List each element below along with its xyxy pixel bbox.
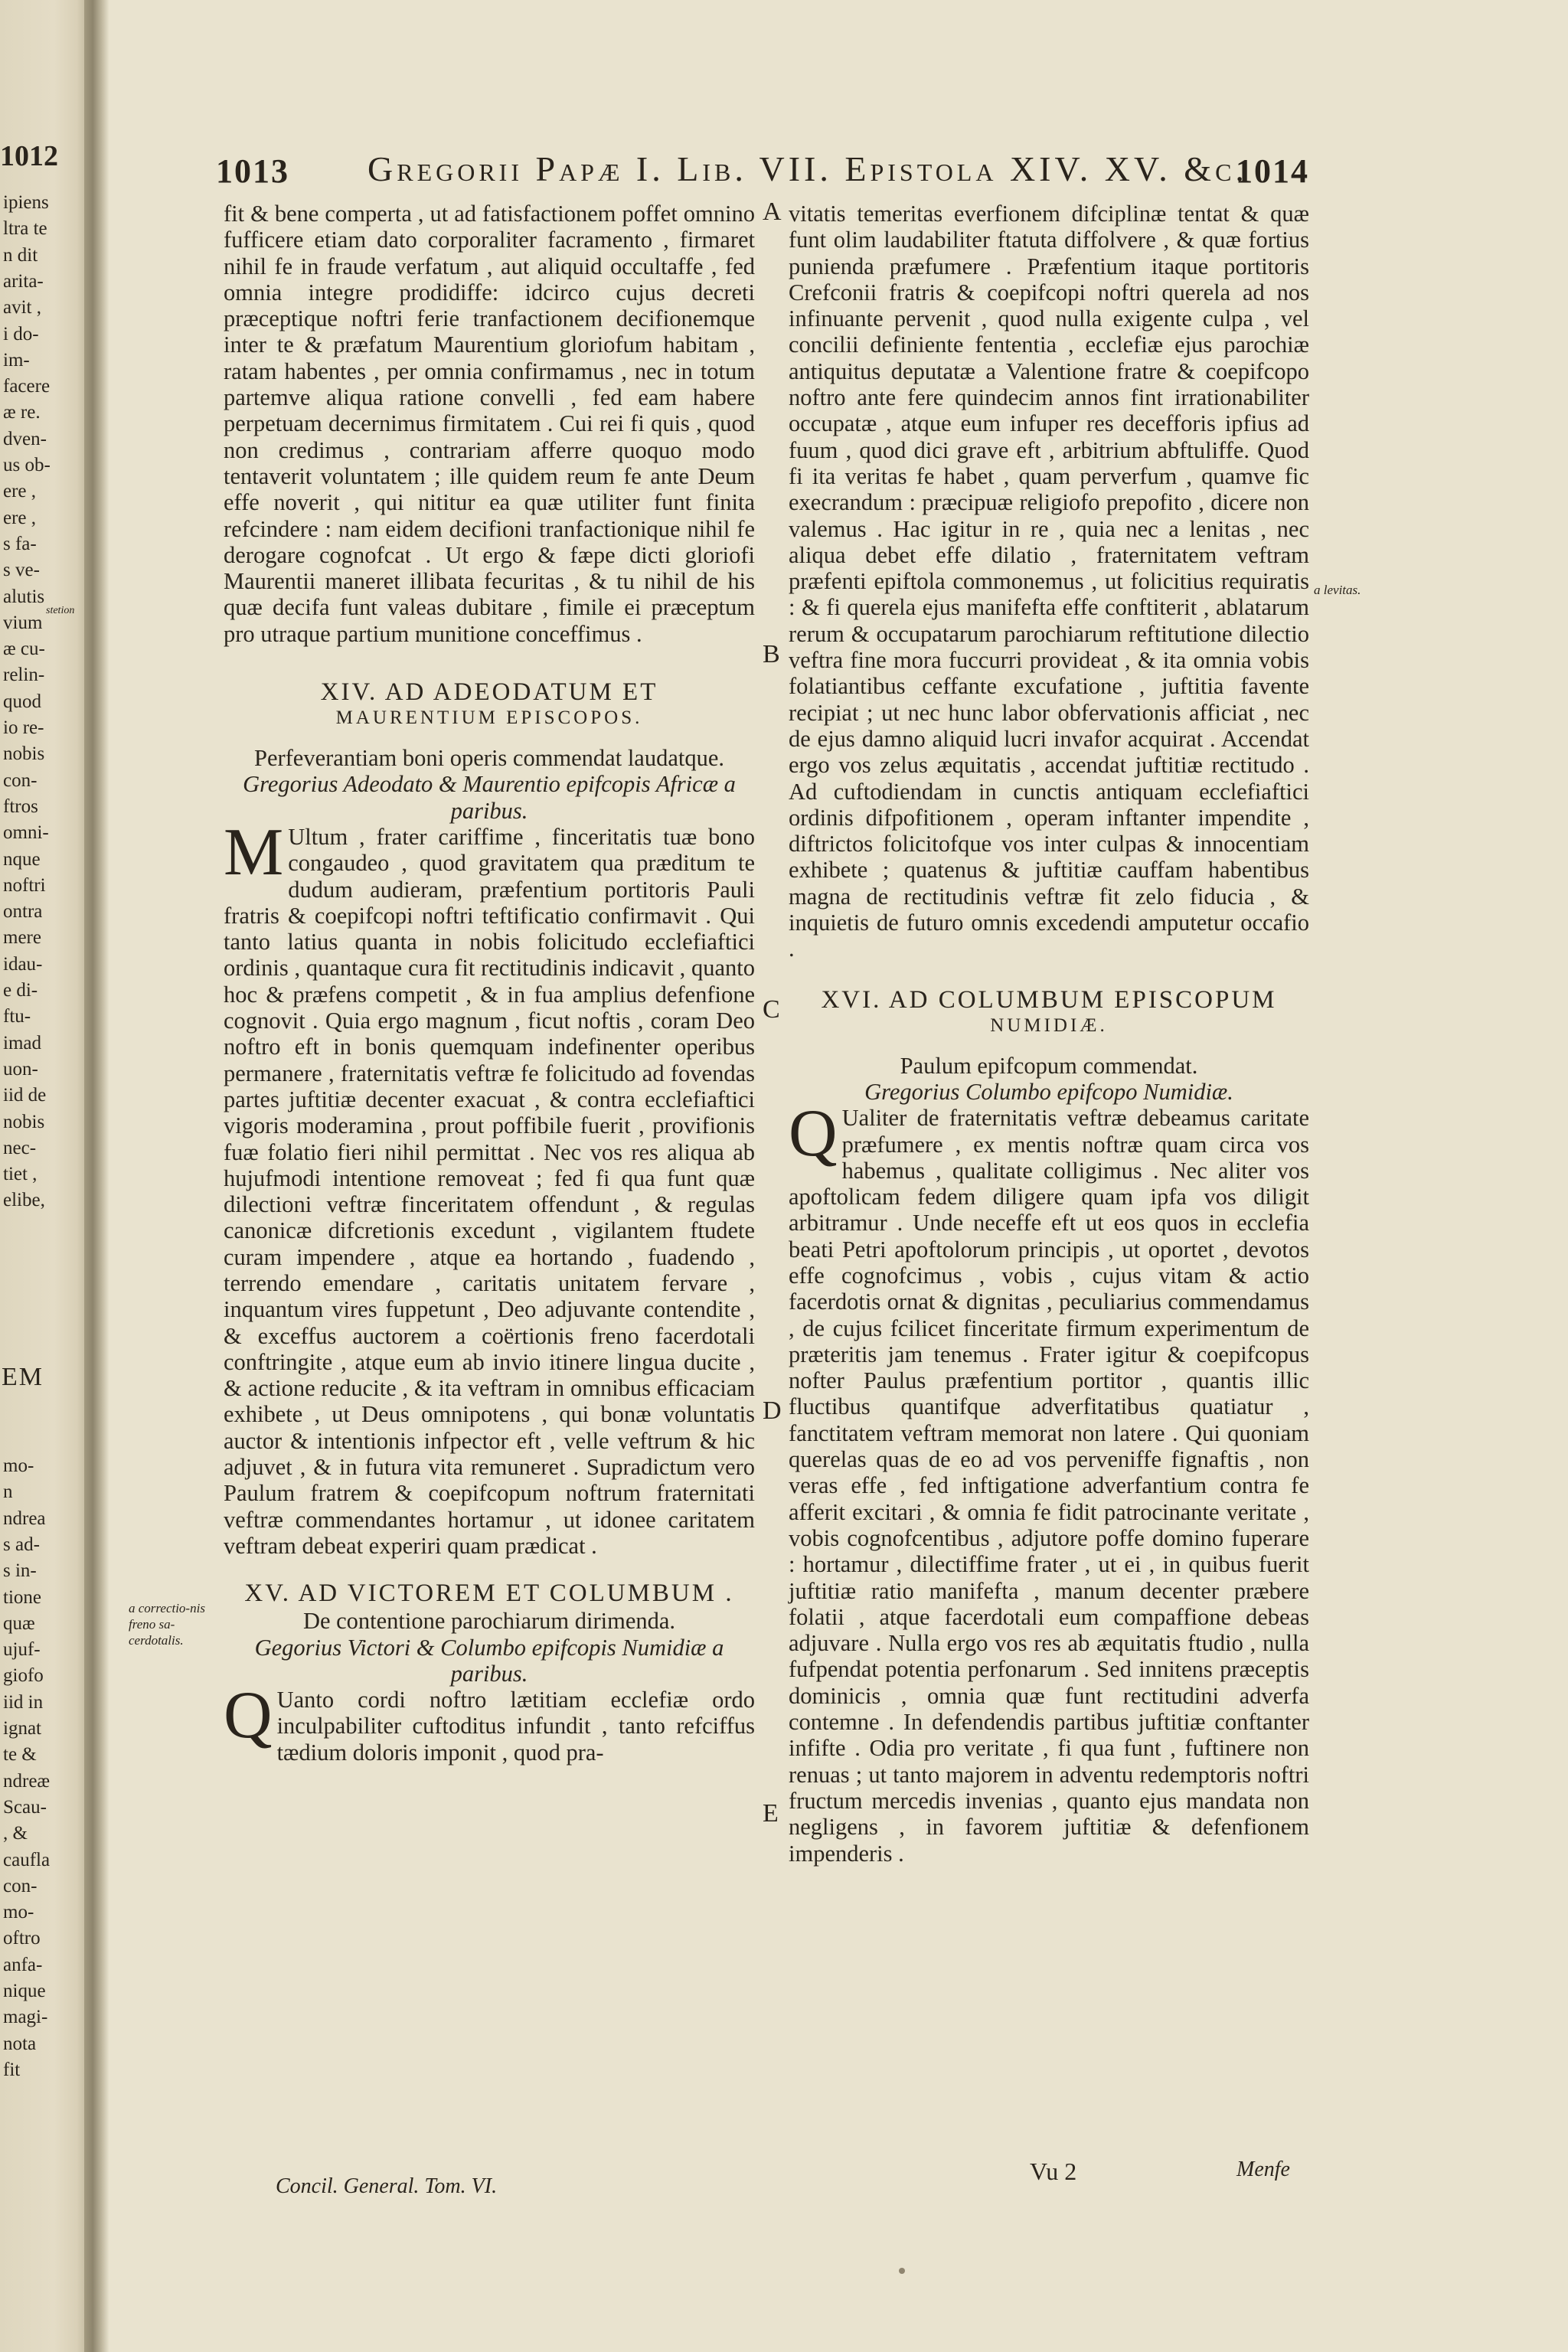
left-page-number: 1012 — [0, 140, 58, 172]
page-number-left: 1013 — [216, 152, 289, 190]
left-page-line-fragment: ujuf- — [3, 1639, 41, 1661]
left-page-heading-fragment: EM — [2, 1363, 44, 1391]
left-page-line-fragment: quæ — [3, 1612, 35, 1634]
left-page-line-fragment: ignat — [3, 1718, 41, 1739]
epistle-16-heading: XVI. AD COLUMBUM EPISCOPUM — [821, 985, 1277, 1014]
left-page-line-fragment: ndreæ — [3, 1770, 51, 1792]
left-page-line-fragment: io re- — [3, 717, 44, 738]
epistle-14-heading: XIV. AD ADEODATUM ET — [320, 678, 658, 707]
left-page-line-fragment: nec- — [3, 1137, 37, 1158]
left-page-line-fragment: i do- — [3, 323, 39, 345]
left-page-line-fragment: elibe, — [3, 1190, 45, 1211]
left-page-line-fragment: ltra te — [3, 218, 47, 240]
signature-mark: Vu 2 — [1030, 2158, 1077, 2185]
left-page-line-fragment: s in- — [3, 1560, 37, 1582]
left-page-line-fragment: iid in — [3, 1691, 44, 1713]
left-page-line-fragment: alutis — [3, 586, 45, 607]
left-page-line-fragment: uon- — [3, 1058, 38, 1080]
epistle-16-text: Ualiter de fraternitatis veftræ debeamus caritate præfumere , ex mentis noftræ quam circa vos habemus , qualitate colligimus . Nec aliter vos apoftolicam fedem diligere quam ipfa vos diligit arbitramur . Unde neceffe eft ut eos quos in ecclefia beati Petri apoftolorum principis , ut oportet , devotos effe cognofcimus , vobis , cujus vitam & actio facerdotis ornat & dignitas , peculiarius commendamus , de cujus fcilicet finceritate firmum experimentum de præteritis jam tenemus . Frater igitur & coepifcopus nofter Paulus præfentium portitor , quantis illic fluctibus quantifque adverfitatibus quatiatur , fanctitatem veftram memorat non latere . Qui quoniam querelas quas de eo ad vos perveniffe fignaftis , non veras effe , fed inftigatione adverfantium contra fe afferit excitari , & omnia fe fidit patrocinante veritate , vobis cognofcentibus , adjutore poffe domino fuperare : hortamur , dilectiffime frater , ut ei , in quibus fuerit juftitiæ ratio manifefta , manum decenter præbere folatii , atque facerdotali eum compaffione debeas adjuvare . Nulla ergo vos res ab æquitatis ftudio , nulla fufpendat potentia perfonarum . Sed innitens præceptis dominicis , omnia quæ funt rectitudini adverfa contemne . In defendendis partibus juftitiæ conftanter infifte . Odia pro veritate , fi qua funt , fuftinere non renuas ; ut tanto majorem in adventu redemptoris noftri fructum mercedis invenias , quanto ejus mandata non negligens , in favorem juftitiæ & defenfionem impenderis . — [789, 1105, 1309, 1867]
epistle-15-summary: De contentione parochiarum dirimenda. — [302, 1608, 676, 1635]
left-page-line-fragment: us ob- — [3, 455, 51, 475]
left-page-line-fragment: te & — [3, 1744, 37, 1766]
left-page-line-fragment: iid de — [3, 1085, 47, 1106]
left-facing-page — [0, 0, 90, 2352]
left-page-line-fragment: dven- — [3, 428, 47, 449]
epistle-16-subheading: NUMIDIÆ. — [990, 1014, 1108, 1036]
continued-text: fit & bene comperta , ut ad fatisfactionem poffet omnino fufficere etiam dato corporaliter facramento , firmaret nihil fe in fraude verfatum , aut aliquid occultaffe , fed omnia integre prodidiffe: idcirco cujus decreti præceptique noftri ferie tranfactionem decifionemque inter te & præfatum Maurentium gloriofum habitam , ratam habentes , per omnia confirmamus , nec in totum partemve aliqua ratione convelli , fed eam habere perpetuam decernimus firmitatem . Cui rei fi quis , quod non credimus , contrariam afferre quoquo modo tentaverit voluntatem ; ille quidem reum fe ante Deum effe noverit , qui nititur ea quæ utiliter funt finita refcindere : nam eidem decifioni tranfactionique nihil fe derogare cognofcat . Ut ergo & fæpe dicti gloriofi Maurentii maneret illibata fecuritas , & tu nihil de his quæ decifa funt valeas dubitare , fimile ei præceptum pro utraque partium munitione conceffimus . — [224, 201, 755, 647]
left-page-line-fragment: con- — [3, 1875, 38, 1896]
footer-signature-line — [1030, 2158, 1290, 2186]
left-page-line-fragment: s fa- — [3, 533, 37, 554]
epistle-14-summary: Perfeverantiam boni operis commendat laudatque. — [253, 745, 725, 772]
epistle-14-salutation: Gregorius Adeodato & Maurentio epifcopis Africæ a paribus. — [243, 771, 736, 824]
epistle-16-body — [789, 1096, 1309, 1867]
left-page-line-fragment: nique — [3, 1981, 46, 2001]
left-page-line-fragment: im- — [3, 349, 30, 371]
left-page-line-fragment: relin- — [3, 665, 45, 686]
left-page-line-fragment: ftros — [3, 795, 38, 817]
left-page-line-fragment: magi- — [3, 2007, 48, 2028]
left-page-line-fragment: noftri — [3, 874, 46, 896]
left-page-line-fragment: omni- — [3, 822, 49, 844]
left-page-line-fragment: mere — [3, 927, 41, 949]
left-page-line-fragment: , & — [3, 1823, 28, 1844]
left-page-line-fragment: æ re. — [3, 402, 41, 423]
epistle-16-salutation: Gregorius Columbo epifcopo Numidiæ. — [864, 1078, 1233, 1105]
left-page-line-fragment: imad — [3, 1032, 41, 1054]
sidenote-correctionis: a correctio-nis freno sa-cerdotalis. — [129, 1601, 205, 1648]
text-column-right — [789, 201, 1309, 1867]
left-page-line-fragment: ere , — [3, 507, 37, 528]
left-page-line-fragment: n dit — [3, 244, 38, 266]
left-page-line-fragment: nota — [3, 2033, 37, 2054]
sidenote-levitas: a levitas. — [1314, 583, 1361, 597]
left-page-line-fragment: avit , — [3, 297, 41, 318]
margin-letter-e: E — [763, 1799, 779, 1828]
left-page-line-fragment: tione — [3, 1586, 41, 1608]
left-page-line-fragment: æ cu- — [3, 639, 45, 660]
left-page-line-fragment: nobis — [3, 743, 45, 765]
left-page-line-fragment: idau- — [3, 953, 43, 975]
epistle-15-body — [224, 1678, 755, 1766]
drop-cap: Q — [789, 1096, 838, 1171]
running-title: Gregorii Papæ I. Lib. VII. Epistola XIV. XV. &c. — [368, 149, 1248, 188]
left-page-line-fragment: con- — [3, 769, 38, 791]
left-page-line-fragment: e di- — [3, 980, 38, 1001]
left-page-line-fragment: nobis — [3, 1111, 45, 1132]
running-header — [207, 145, 1309, 191]
left-page-line-fragment: ipiens — [3, 192, 49, 213]
left-page-line-fragment: ere , — [3, 481, 37, 502]
page-blemish — [899, 2268, 905, 2274]
left-page-line-fragment: arita- — [3, 270, 44, 292]
page-number-right: 1014 — [1236, 152, 1309, 190]
left-page-line-fragment: ontra — [3, 901, 43, 923]
left-page-line-fragment: caufla — [3, 1849, 51, 1870]
left-page-line-fragment: tiet , — [3, 1164, 38, 1185]
left-page-line-fragment: oftro — [3, 1928, 41, 1949]
left-page-line-fragment: vium — [3, 612, 43, 633]
margin-letter-b: B — [763, 640, 780, 668]
left-page-line-fragment: facere — [3, 376, 51, 397]
epistle-15-heading: XV. AD VICTOREM ET COLUMBUM . — [244, 1579, 734, 1608]
left-page-line-fragment: s ad- — [3, 1534, 40, 1555]
left-page-line-fragment: nque — [3, 848, 41, 870]
left-page-margin-note: stetion — [46, 605, 75, 616]
epistle-14-text: Ultum , frater cariffime , finceritatis tuæ bono congaudeo , quod gravitatem qua præditum te dudum audieram, præfentium portitoris Pauli fratris & coepifcopi noftri teftificatio confirmavit . Qui tanto latius quanta in nobis folicitudo ecclefiaftici ordinis , quantaque cura fit rectitudinis indicavit , quanto hoc & præfens competit , & in fua amplius defenfione cognovit . Quia ergo magnum , ficut noftis , coram Deo noftro eft in bonis quemquam indefinenter operibus permanere , fraternitatis veftræ fe folicitudo ad fovendas partes juftitiæ decenter exacuat , & contra ecclefiaftici vigoris moderamina , prout poffibile fuerit , provifionis fuæ folatio fieri nihil permittat . Nec vos res aliqua ab hujufmodi intentione removeat ; fed fi qua funt quæ dilectioni veftræ finceritatem offendunt , & regulas canonicæ difcretionis excedunt , vigilantem ftudete curam impendere , atque ea hortando , fuadendo , terrendo emendare , caritatis unitatem fervare , inquantum vires fuppetunt , Deo adjuvante contendite , & exceffus auctorem a coërtionis freno facerdotali conftringite , atque eum ab invio itinere lingua ducite , & actione reducite , & ita veftram in omnibus efficaciam exhibete , ut Deus omnipotens , qui bonæ voluntatis auctor & intentionis infpector eft , velle veftrum & hic adjuvet , & in futura vita remuneret . Supradictum vero Paulum fratrem & coepifcopum noftrum fraternitati veftræ commendantes hortamur , ut idonee caritatem veftram debeat experiri quam prædicat . — [224, 823, 755, 1559]
left-page-line-fragment: Scau- — [3, 1796, 47, 1818]
epistle-15-continued: vitatis temeritas everfionem difciplinæ tentat & quæ funt olim laudabiliter ftatuta diffolvere , & quæ fortius punienda præfumere . Præfentium itaque portitoris Crefconii fratris & coepifcopi noftri querela ad nos infinuante pervenit , quod nulla exigente culpa , vel concilii definiente fententia , ecclefiæ ejus parochiæ antiquitus deputatæ a Valentione fratre & coepifcopo noftro ante fere quindecim annos fint irrationabiliter occupatæ , atque eum infuper res decefforis ipfius ad fuum , quod dici grave eft , arbitrium abftuliffe. Quod fi ita veritas fe habet , quam perverfum , quamve fic execrandum : præcipuæ religiofo prepofito , dicere non valemus . Hac igitur in re , quia nec a lenitas , nec aliqua debet effe dilatio , fraternitatem veftram præfenti epiftola commonemus , ut folicitius requiratis : & fi querela ejus manifefta effe conftiterit , ablatarum rerum & occupatarum parochiarum reftitutione dilectio veftra fine mora fuccurri provideat , & ita omnia vobis folatiantibus ceffante excufatione , juftitia favente recipiat ; ut nec hunc labor obfervationis afficiat , nec de ejus damno aliquid lucri invafor acquirat . Accendat ergo vos zelus æquitatis , accendat juftitiæ rectitudo . Ad cuftodiendam in cunctis antiquam ecclefiaftici ordinis difpofitionem , operam inftanter impendite , diftrictos folicitofque vos inter culpas & innocentiam exhibete ; quatenus & juftitiæ cauffam habentibus magna de rectitudinis veftræ fit zelo fiducia , & inquietis de futuro omnis excedendi amputetur occafio . — [789, 201, 1309, 962]
left-page-line-fragment: ftu- — [3, 1006, 31, 1027]
margin-letter-d: D — [763, 1396, 782, 1425]
left-page-line-fragment: mo- — [3, 1455, 34, 1476]
left-page-line-fragment: quod — [3, 691, 41, 712]
drop-cap: M — [224, 815, 284, 890]
epistle-15-text: Uanto cordi noftro lætitiam ecclefiæ ordo inculpabiliter cuftoditus infundit , tanto refciffus tædium doloris imponit , quod pra- — [276, 1687, 755, 1766]
left-page-line-fragment: n — [3, 1481, 13, 1503]
margin-letter-c: C — [763, 995, 780, 1024]
epistle-16-summary: Paulum epifcopum commendat. — [900, 1052, 1198, 1079]
left-page-line-fragment: fit — [3, 2059, 21, 2080]
left-page-line-fragment: ndrea — [3, 1508, 46, 1529]
margin-letter-a: A — [763, 198, 782, 226]
text-column-left — [224, 201, 755, 1766]
epistle-14-subheading: MAURENTIUM EPISCOPOS. — [335, 707, 643, 729]
book-gutter — [84, 0, 109, 2352]
epistle-14-body — [224, 815, 755, 1559]
drop-cap: Q — [224, 1678, 273, 1753]
left-page-line-fragment: mo- — [3, 1902, 34, 1923]
left-page-line-fragment: s ve- — [3, 560, 40, 581]
left-page-line-fragment: anfa- — [3, 1954, 43, 1975]
footer-source: Concil. General. Tom. VI. — [276, 2174, 498, 2198]
catchword: Menfe — [1236, 2158, 1290, 2181]
epistle-15-salutation: Gegorius Victori & Columbo epifcopis Numidiæ a paribus. — [254, 1634, 724, 1687]
left-page-line-fragment: giofo — [3, 1665, 44, 1687]
